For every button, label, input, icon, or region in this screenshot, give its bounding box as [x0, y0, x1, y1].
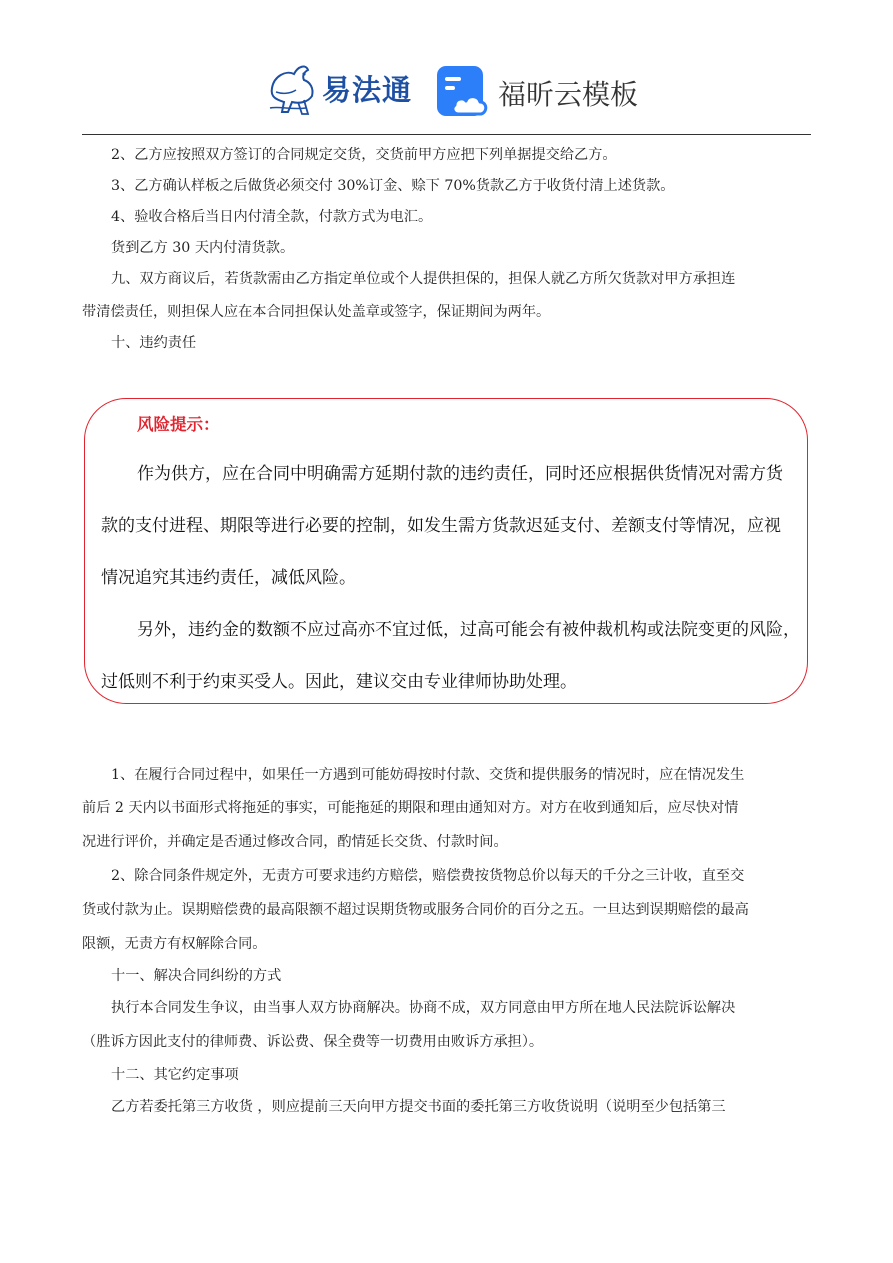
cloud-document-icon: [435, 64, 491, 120]
risk-notice-line: 过低则不利于约束买受人。因此，建议交由专业律师协助处理。: [101, 672, 577, 692]
section-heading-other-terms: 十二、其它约定事项: [111, 1067, 239, 1083]
header-divider: [82, 134, 811, 135]
clause-paragraph-line: 执行本合同发生争议，由当事人双方协商解决。协商不成，双方同意由甲方所在地人民法院诉讼解决: [111, 1000, 736, 1016]
clause-paragraph-line: 九、双方商议后，若货款需由乙方指定单位或个人提供担保的，担保人就乙方所欠货款对甲方承担连: [111, 271, 736, 287]
yifatong-logo-text: 易法通: [322, 73, 413, 107]
risk-notice-title: 风险提示：: [137, 415, 220, 434]
clause-paragraph-line: 带清偿责任，则担保人应在本合同担保认处盖章或签字，保证期间为两年。: [82, 304, 551, 320]
risk-notice-line: 情况追究其违约责任，减低风险。: [101, 568, 356, 588]
foxit-cloud-template-logo: [435, 64, 645, 120]
risk-notice-box: [84, 398, 808, 704]
clause-paragraph-line: 限额，无责方有权解除合同。: [82, 936, 267, 952]
document-header: [0, 0, 893, 136]
clause-paragraph-line: 货或付款为止。误期赔偿费的最高限额不超过误期货物或服务合同价的百分之五。一旦达到误期赔偿的最高: [82, 902, 749, 918]
foxit-cloud-template-logo-text: 福昕云模板: [498, 78, 639, 111]
yifatong-logo: [262, 58, 417, 120]
clause-paragraph-line: 货到乙方 30 天内付清货款。: [111, 240, 295, 256]
clause-paragraph-line: 1、在履行合同过程中，如果任一方遇到可能妨碍按时付款、交货和提供服务的情况时，应在情况发生: [111, 767, 745, 783]
clause-paragraph-line: 前后 2 天内以书面形式将拖延的事实，可能拖延的期限和理由通知对方。对方在收到通知后，应尽快对情: [82, 800, 739, 816]
clause-paragraph-line: （胜诉方因此支付的律师费、诉讼费、保全费等一切费用由败诉方承担）。: [82, 1034, 544, 1050]
qilin-icon: [262, 58, 324, 120]
clause-paragraph-line: 3、乙方确认样板之后做货必须交付 30%订金、赊下 70%货款乙方于收货付清上述货款。: [111, 178, 675, 194]
clause-paragraph-line: 2、除合同条件规定外，无责方可要求违约方赔偿，赔偿费按货物总价以每天的千分之三计收，直至交: [111, 868, 745, 884]
clause-paragraph-line: 乙方若委托第三方收货 ，则应提前三天向甲方提交书面的委托第三方收货说明（说明至少包括第三: [111, 1099, 726, 1115]
section-heading-breach-liability: 十、违约责任: [111, 335, 197, 351]
risk-notice-line: 款的支付进程、期限等进行必要的控制，如发生需方货款迟延支付、差额支付等情况，应视: [101, 516, 781, 536]
risk-notice-line: 作为供方，应在合同中明确需方延期付款的违约责任，同时还应根据供货情况对需方货: [137, 464, 783, 484]
clause-paragraph-line: 4、验收合格后当日内付清全款，付款方式为电汇。: [111, 209, 433, 225]
clause-paragraph-line: 2、乙方应按照双方签订的合同规定交货，交货前甲方应把下列单据提交给乙方。: [111, 147, 617, 163]
clause-paragraph-line: 况进行评价，并确定是否通过修改合同，酌情延长交货、付款时间。: [82, 834, 508, 850]
section-heading-dispute-resolution: 十一、解决合同纠纷的方式: [111, 968, 282, 984]
risk-notice-line: 另外，违约金的数额不应过高亦不宜过低，过高可能会有被仲裁机构或法院变更的风险，: [137, 620, 800, 640]
